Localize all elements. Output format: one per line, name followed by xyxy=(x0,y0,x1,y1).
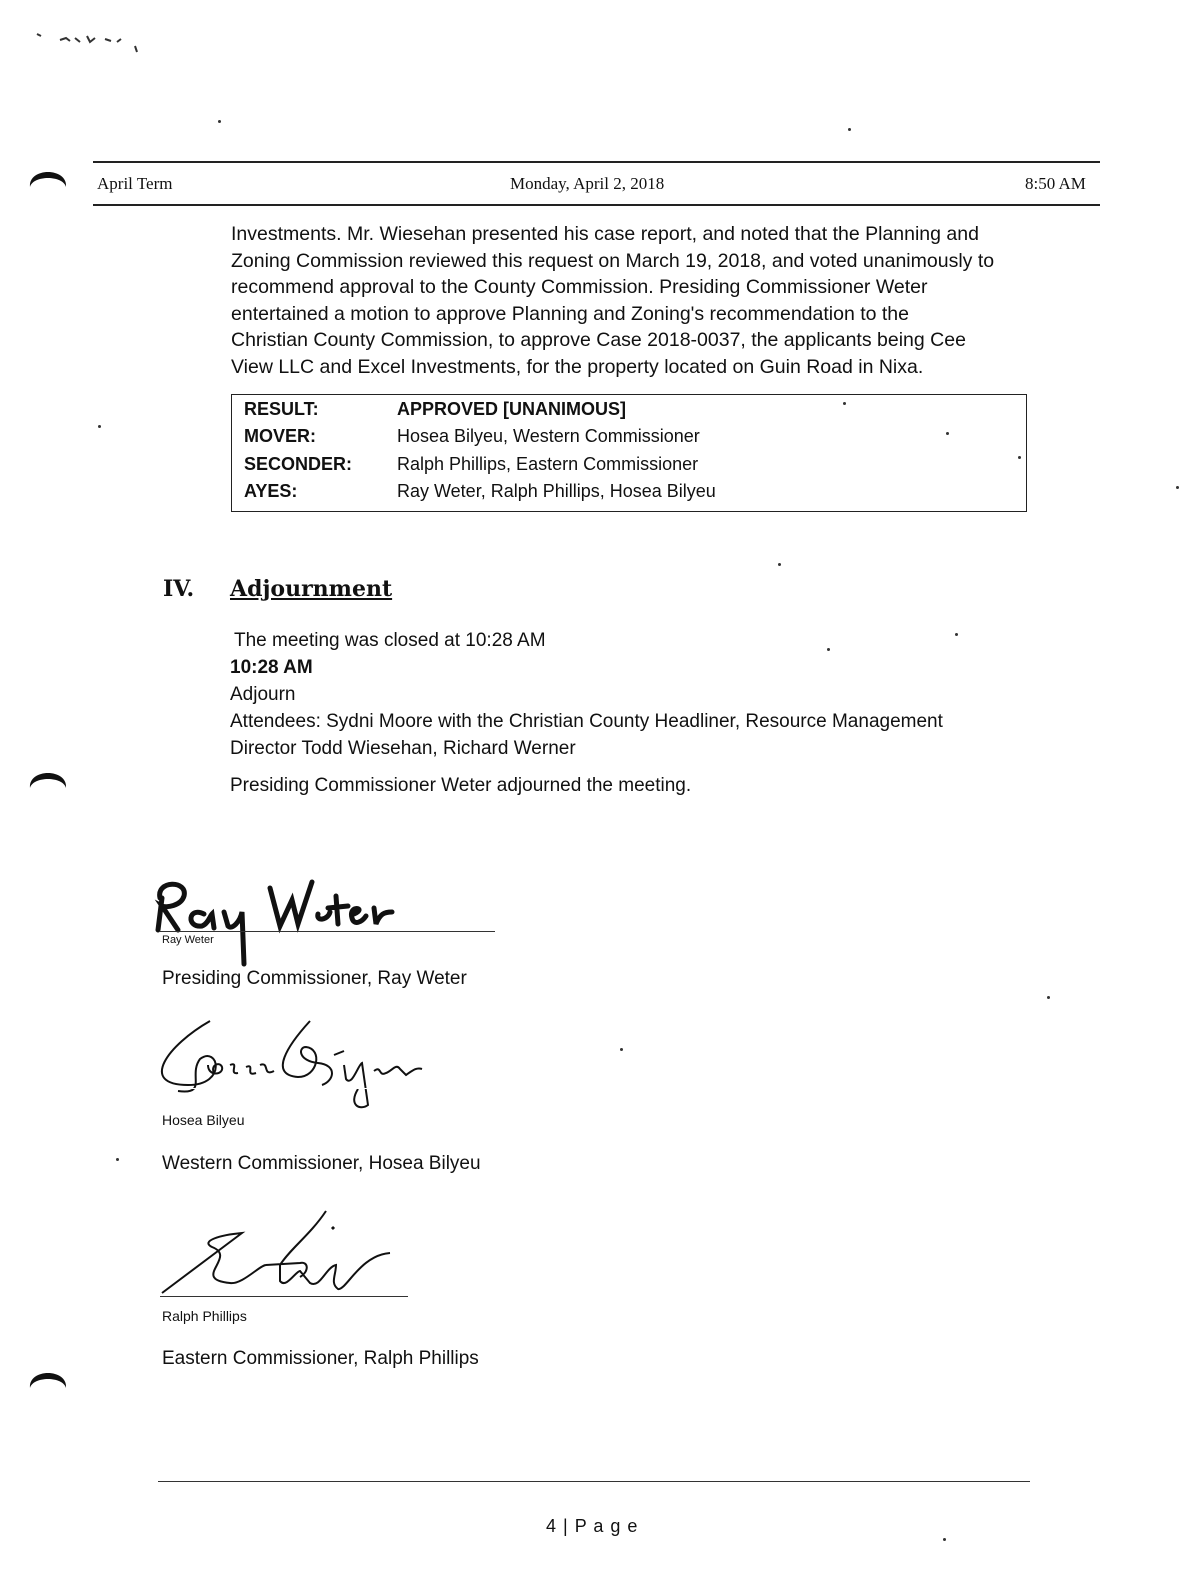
scan-speck xyxy=(1018,456,1021,459)
scan-speck xyxy=(1176,486,1179,489)
signer-title: Western Commissioner, Hosea Bilyeu xyxy=(162,1153,481,1174)
section-number: IV. xyxy=(163,576,195,602)
header-term: April Term xyxy=(97,174,173,193)
case-paragraph xyxy=(231,221,1041,380)
seconder-value: Ralph Phillips, Eastern Commissioner xyxy=(397,454,699,474)
paragraph-line: Christian County Commission, to approve Case 2018-0037, the applicants being Cee xyxy=(231,329,966,351)
paragraph-line: Investments. Mr. Wiesehan presented his case report, and noted that the Planning and xyxy=(231,223,979,245)
scan-speck xyxy=(1047,996,1050,999)
paragraph-line: Zoning Commission reviewed this request on March 19, 2018, and voted unanimously to xyxy=(231,249,995,272)
page-number: 4 | P a g e xyxy=(546,1516,639,1536)
signature-line xyxy=(160,931,495,932)
ray-weter-signature xyxy=(148,868,448,968)
signer-name-label: Ray Weter xyxy=(162,934,214,946)
scan-speck xyxy=(946,432,949,435)
seconder-label: SECONDER: xyxy=(244,454,353,474)
signature-line xyxy=(160,1088,450,1089)
closed-line: The meeting was closed at 10:28 AM xyxy=(234,630,546,651)
section-title: Adjournment xyxy=(230,576,393,602)
mover-label: MOVER: xyxy=(244,426,316,446)
scan-speck xyxy=(98,425,101,428)
attendees-line: Attendees: Sydni Moore with the Christian County Headliner, Resource Management xyxy=(230,711,943,732)
signer-title: Presiding Commissioner, Ray Weter xyxy=(162,968,467,989)
adjourn-action: Adjourn xyxy=(230,684,296,705)
signer-title: Eastern Commissioner, Ralph Phillips xyxy=(162,1348,479,1369)
signer-name-label: Ralph Phillips xyxy=(162,1308,247,1324)
scan-speck xyxy=(848,128,851,131)
header-time: 8:50 AM xyxy=(1025,174,1086,193)
header-bottom-rule xyxy=(93,204,1100,206)
result-value: APPROVED [UNANIMOUS] xyxy=(397,399,627,419)
hole-punch xyxy=(25,758,71,794)
scan-speck xyxy=(778,563,781,566)
header-date: Monday, April 2, 2018 xyxy=(510,174,665,193)
ralph-phillips-signature xyxy=(150,1205,420,1300)
vote-result-box xyxy=(231,394,1027,512)
paragraph-line: recommend approval to the County Commission. Presiding Commissioner Weter xyxy=(231,276,928,298)
closing-statement: Presiding Commissioner Weter adjourned the meeting. xyxy=(230,775,692,796)
scan-speck xyxy=(116,1158,119,1161)
adjourn-time: 10:28 AM xyxy=(230,657,313,678)
mover-value: Hosea Bilyeu, Western Commissioner xyxy=(397,426,700,446)
hosea-bilyeu-signature xyxy=(148,1015,448,1110)
attendees-line: Director Todd Wiesehan, Richard Werner xyxy=(230,738,576,759)
scan-speck xyxy=(943,1538,946,1541)
scan-noise xyxy=(35,30,155,60)
result-label: RESULT: xyxy=(244,399,319,419)
ayes-value: Ray Weter, Ralph Phillips, Hosea Bilyeu xyxy=(397,481,716,501)
paragraph-line: entertained a motion to approve Planning and Zoning's recommendation to the xyxy=(231,302,909,325)
signer-name-label: Hosea Bilyeu xyxy=(162,1112,245,1128)
header-top-rule xyxy=(93,161,1100,163)
scan-speck xyxy=(843,402,846,405)
scan-speck xyxy=(620,1048,623,1051)
hole-punch xyxy=(25,157,71,193)
scan-speck xyxy=(218,120,221,123)
signature-line xyxy=(160,1296,408,1297)
paragraph-line: View LLC and Excel Investments, for the property located on Guin Road in Nixa. xyxy=(231,355,924,378)
scan-speck xyxy=(955,633,958,636)
footer-rule xyxy=(158,1481,1030,1482)
hole-punch xyxy=(25,1358,71,1394)
scan-speck xyxy=(827,648,830,651)
ayes-label: AYES: xyxy=(244,481,298,501)
